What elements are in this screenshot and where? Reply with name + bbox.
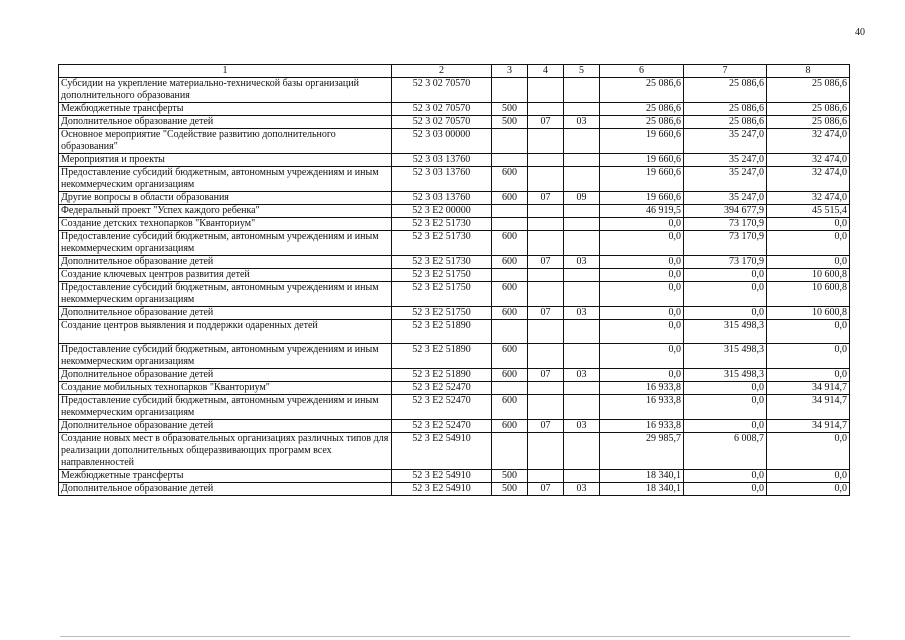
- row-name-cell: Предоставление субсидий бюджетным, автономным учреждениям и иным некоммерческим организациям: [59, 344, 392, 369]
- class-code-cell: [564, 344, 600, 369]
- amount-cell: 19 660,6: [600, 154, 684, 167]
- class-code-cell: [492, 154, 528, 167]
- table-row: [59, 167, 850, 192]
- row-name-cell: Дополнительное образование детей: [59, 483, 392, 496]
- amount-cell: 35 247,0: [684, 192, 767, 205]
- row-name-cell: Создание детских технопарков "Кванториум": [59, 218, 392, 231]
- class-code-cell: [564, 103, 600, 116]
- amount-cell: 25 086,6: [767, 78, 850, 103]
- amount-cell: 16 933,8: [600, 395, 684, 420]
- row-name-cell: Дополнительное образование детей: [59, 256, 392, 269]
- code-cell: 52 3 03 13760: [392, 192, 492, 205]
- page-number: 40: [855, 27, 865, 38]
- col-header: 6: [600, 65, 684, 78]
- amount-cell: 10 600,8: [767, 282, 850, 307]
- amount-cell: 34 914,7: [767, 395, 850, 420]
- class-code-cell: 07: [528, 192, 564, 205]
- table-row: [59, 205, 850, 218]
- amount-cell: 0,0: [684, 282, 767, 307]
- col-header: 5: [564, 65, 600, 78]
- code-cell: 52 3 03 13760: [392, 154, 492, 167]
- row-name-cell: Дополнительное образование детей: [59, 116, 392, 129]
- class-code-cell: 03: [564, 116, 600, 129]
- amount-cell: 0,0: [684, 382, 767, 395]
- amount-cell: 0,0: [600, 218, 684, 231]
- table-row: [59, 218, 850, 231]
- class-code-cell: 03: [564, 483, 600, 496]
- class-code-cell: [528, 433, 564, 470]
- row-name-cell: Предоставление субсидий бюджетным, автономным учреждениям и иным некоммерческим организациям: [59, 231, 392, 256]
- class-code-cell: 600: [492, 256, 528, 269]
- col-header: 1: [59, 65, 392, 78]
- amount-cell: 35 247,0: [684, 129, 767, 154]
- amount-cell: 73 170,9: [684, 256, 767, 269]
- row-name-cell: Дополнительное образование детей: [59, 420, 392, 433]
- amount-cell: 6 008,7: [684, 433, 767, 470]
- class-code-cell: [528, 320, 564, 344]
- amount-cell: 32 474,0: [767, 167, 850, 192]
- class-code-cell: [564, 154, 600, 167]
- code-cell: 52 3 E2 51890: [392, 320, 492, 344]
- amount-cell: 46 919,5: [600, 205, 684, 218]
- col-header: 8: [767, 65, 850, 78]
- amount-cell: 0,0: [600, 256, 684, 269]
- row-name-cell: Дополнительное образование детей: [59, 369, 392, 382]
- class-code-cell: 03: [564, 369, 600, 382]
- amount-cell: 315 498,3: [684, 344, 767, 369]
- table-body: [59, 78, 850, 496]
- amount-cell: 25 086,6: [684, 103, 767, 116]
- table-row: [59, 382, 850, 395]
- amount-cell: 0,0: [684, 269, 767, 282]
- table-row: [59, 470, 850, 483]
- amount-cell: 34 914,7: [767, 382, 850, 395]
- class-code-cell: 600: [492, 307, 528, 320]
- row-name-cell: Создание мобильных технопарков "Кванториум": [59, 382, 392, 395]
- row-name-cell: Предоставление субсидий бюджетным, автономным учреждениям и иным некоммерческим организациям: [59, 395, 392, 420]
- table-row: [59, 282, 850, 307]
- amount-cell: 0,0: [767, 320, 850, 344]
- class-code-cell: 500: [492, 470, 528, 483]
- class-code-cell: [564, 382, 600, 395]
- amount-cell: 315 498,3: [684, 320, 767, 344]
- amount-cell: 45 515,4: [767, 205, 850, 218]
- row-name-cell: Межбюджетные трансферты: [59, 103, 392, 116]
- code-cell: 52 3 E2 52470: [392, 395, 492, 420]
- class-code-cell: [564, 218, 600, 231]
- class-code-cell: 07: [528, 256, 564, 269]
- row-name-cell: Субсидии на укрепление материально-технической базы организаций дополнительного образования: [59, 78, 392, 103]
- class-code-cell: [528, 218, 564, 231]
- row-name-cell: Другие вопросы в области образования: [59, 192, 392, 205]
- row-name-cell: Создание ключевых центров развития детей: [59, 269, 392, 282]
- class-code-cell: [492, 382, 528, 395]
- table-row: [59, 154, 850, 167]
- amount-cell: 0,0: [767, 231, 850, 256]
- code-cell: 52 3 E2 51730: [392, 231, 492, 256]
- code-cell: 52 3 03 00000: [392, 129, 492, 154]
- class-code-cell: [528, 78, 564, 103]
- table-row: [59, 269, 850, 282]
- budget-table: [58, 64, 850, 496]
- class-code-cell: 500: [492, 116, 528, 129]
- col-header: 2: [392, 65, 492, 78]
- class-code-cell: [528, 167, 564, 192]
- code-cell: 52 3 E2 54910: [392, 470, 492, 483]
- class-code-cell: [528, 344, 564, 369]
- amount-cell: 25 086,6: [767, 103, 850, 116]
- code-cell: 52 3 E2 54910: [392, 433, 492, 470]
- amount-cell: 0,0: [684, 470, 767, 483]
- amount-cell: 0,0: [600, 282, 684, 307]
- table-row: [59, 344, 850, 369]
- class-code-cell: [492, 320, 528, 344]
- amount-cell: 35 247,0: [684, 154, 767, 167]
- class-code-cell: [564, 395, 600, 420]
- amount-cell: 35 247,0: [684, 167, 767, 192]
- class-code-cell: [564, 205, 600, 218]
- table-row: [59, 256, 850, 269]
- class-code-cell: 03: [564, 420, 600, 433]
- class-code-cell: [492, 433, 528, 470]
- amount-cell: 18 340,1: [600, 483, 684, 496]
- class-code-cell: [564, 282, 600, 307]
- class-code-cell: 600: [492, 395, 528, 420]
- table-row: [59, 307, 850, 320]
- row-name-cell: Межбюджетные трансферты: [59, 470, 392, 483]
- table-row: [59, 103, 850, 116]
- class-code-cell: 600: [492, 231, 528, 256]
- table-row: [59, 231, 850, 256]
- amount-cell: 394 677,9: [684, 205, 767, 218]
- class-code-cell: [528, 382, 564, 395]
- row-name-cell: Создание новых мест в образовательных организациях различных типов для реализации дополнительных общеразвивающих программ всех направленностей: [59, 433, 392, 470]
- amount-cell: 19 660,6: [600, 167, 684, 192]
- class-code-cell: [528, 231, 564, 256]
- code-cell: 52 3 02 70570: [392, 103, 492, 116]
- class-code-cell: 600: [492, 192, 528, 205]
- table-row: [59, 320, 850, 344]
- amount-cell: 25 086,6: [600, 103, 684, 116]
- header-row: [59, 65, 850, 78]
- class-code-cell: [564, 470, 600, 483]
- amount-cell: 34 914,7: [767, 420, 850, 433]
- amount-cell: 0,0: [684, 420, 767, 433]
- amount-cell: 0,0: [767, 470, 850, 483]
- scan-artifact-line: [60, 636, 850, 637]
- table-row: [59, 483, 850, 496]
- class-code-cell: 600: [492, 369, 528, 382]
- amount-cell: 0,0: [767, 433, 850, 470]
- amount-cell: 0,0: [767, 218, 850, 231]
- amount-cell: 32 474,0: [767, 192, 850, 205]
- class-code-cell: [492, 269, 528, 282]
- class-code-cell: [528, 205, 564, 218]
- amount-cell: 10 600,8: [767, 307, 850, 320]
- code-cell: 52 3 E2 51750: [392, 269, 492, 282]
- amount-cell: 0,0: [684, 395, 767, 420]
- class-code-cell: [564, 167, 600, 192]
- class-code-cell: 09: [564, 192, 600, 205]
- row-name-cell: Федеральный проект "Успех каждого ребенка": [59, 205, 392, 218]
- code-cell: 52 3 E2 00000: [392, 205, 492, 218]
- class-code-cell: 600: [492, 282, 528, 307]
- class-code-cell: 07: [528, 420, 564, 433]
- amount-cell: 16 933,8: [600, 382, 684, 395]
- class-code-cell: 07: [528, 116, 564, 129]
- class-code-cell: 07: [528, 307, 564, 320]
- row-name-cell: Предоставление субсидий бюджетным, автономным учреждениям и иным некоммерческим организациям: [59, 282, 392, 307]
- code-cell: 52 3 E2 51730: [392, 218, 492, 231]
- class-code-cell: [564, 129, 600, 154]
- class-code-cell: [528, 103, 564, 116]
- class-code-cell: [492, 129, 528, 154]
- class-code-cell: [564, 231, 600, 256]
- code-cell: 52 3 E2 51750: [392, 307, 492, 320]
- amount-cell: 10 600,8: [767, 269, 850, 282]
- amount-cell: 0,0: [684, 483, 767, 496]
- code-cell: 52 3 E2 52470: [392, 382, 492, 395]
- amount-cell: 32 474,0: [767, 154, 850, 167]
- amount-cell: 29 985,7: [600, 433, 684, 470]
- class-code-cell: 07: [528, 483, 564, 496]
- class-code-cell: 03: [564, 307, 600, 320]
- class-code-cell: [564, 78, 600, 103]
- amount-cell: 25 086,6: [684, 78, 767, 103]
- col-header: 7: [684, 65, 767, 78]
- row-name-cell: Дополнительное образование детей: [59, 307, 392, 320]
- table-row: [59, 420, 850, 433]
- table-row: [59, 369, 850, 382]
- code-cell: 52 3 02 70570: [392, 116, 492, 129]
- col-header: 3: [492, 65, 528, 78]
- amount-cell: 0,0: [767, 256, 850, 269]
- amount-cell: 19 660,6: [600, 192, 684, 205]
- amount-cell: 0,0: [600, 269, 684, 282]
- amount-cell: 25 086,6: [684, 116, 767, 129]
- code-cell: 52 3 02 70570: [392, 78, 492, 103]
- amount-cell: 0,0: [767, 369, 850, 382]
- table-row: [59, 192, 850, 205]
- amount-cell: 0,0: [600, 344, 684, 369]
- class-code-cell: [528, 154, 564, 167]
- amount-cell: 73 170,9: [684, 231, 767, 256]
- amount-cell: 25 086,6: [600, 116, 684, 129]
- class-code-cell: 600: [492, 420, 528, 433]
- amount-cell: 25 086,6: [600, 78, 684, 103]
- class-code-cell: [528, 395, 564, 420]
- amount-cell: 19 660,6: [600, 129, 684, 154]
- class-code-cell: [528, 269, 564, 282]
- class-code-cell: 500: [492, 483, 528, 496]
- amount-cell: 0,0: [600, 231, 684, 256]
- class-code-cell: [492, 218, 528, 231]
- amount-cell: 0,0: [600, 307, 684, 320]
- row-name-cell: Основное мероприятие "Содействие развитию дополнительного образования": [59, 129, 392, 154]
- table-row: [59, 395, 850, 420]
- class-code-cell: 600: [492, 167, 528, 192]
- class-code-cell: [528, 470, 564, 483]
- class-code-cell: [492, 205, 528, 218]
- row-name-cell: Мероприятия и проекты: [59, 154, 392, 167]
- amount-cell: 0,0: [600, 320, 684, 344]
- amount-cell: 0,0: [600, 369, 684, 382]
- class-code-cell: [528, 129, 564, 154]
- class-code-cell: 500: [492, 103, 528, 116]
- class-code-cell: [564, 269, 600, 282]
- amount-cell: 0,0: [684, 307, 767, 320]
- amount-cell: 0,0: [767, 344, 850, 369]
- amount-cell: 315 498,3: [684, 369, 767, 382]
- code-cell: 52 3 E2 51730: [392, 256, 492, 269]
- table-row: [59, 433, 850, 470]
- row-name-cell: Предоставление субсидий бюджетным, автономным учреждениям и иным некоммерческим организациям: [59, 167, 392, 192]
- code-cell: 52 3 E2 51890: [392, 344, 492, 369]
- code-cell: 52 3 E2 54910: [392, 483, 492, 496]
- col-header: 4: [528, 65, 564, 78]
- class-code-cell: [564, 320, 600, 344]
- class-code-cell: 600: [492, 344, 528, 369]
- class-code-cell: 03: [564, 256, 600, 269]
- table-row: [59, 129, 850, 154]
- code-cell: 52 3 E2 51750: [392, 282, 492, 307]
- code-cell: 52 3 03 13760: [392, 167, 492, 192]
- code-cell: 52 3 E2 52470: [392, 420, 492, 433]
- amount-cell: 25 086,6: [767, 116, 850, 129]
- amount-cell: 73 170,9: [684, 218, 767, 231]
- class-code-cell: [564, 433, 600, 470]
- class-code-cell: [528, 282, 564, 307]
- table-row: [59, 116, 850, 129]
- class-code-cell: 07: [528, 369, 564, 382]
- table-row: [59, 78, 850, 103]
- row-name-cell: Создание центров выявления и поддержки одаренных детей: [59, 320, 392, 344]
- amount-cell: 16 933,8: [600, 420, 684, 433]
- amount-cell: 32 474,0: [767, 129, 850, 154]
- amount-cell: 18 340,1: [600, 470, 684, 483]
- code-cell: 52 3 E2 51890: [392, 369, 492, 382]
- class-code-cell: [492, 78, 528, 103]
- amount-cell: 0,0: [767, 483, 850, 496]
